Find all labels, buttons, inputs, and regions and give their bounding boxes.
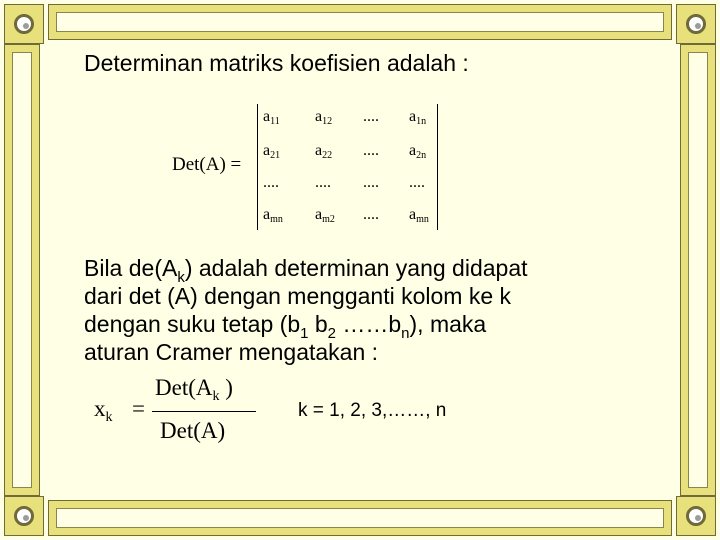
formula-numerator: $Det(A_k$ ) [155, 375, 233, 404]
matrix-cell: $a_{11}$ [263, 108, 280, 127]
matrix-cell: .... [363, 142, 379, 159]
fraction-bar [152, 411, 256, 412]
border-right [680, 44, 716, 496]
corner-ring-icon [676, 4, 716, 44]
border-top [48, 4, 672, 40]
matrix-cell: $a_{2n}$ [409, 142, 427, 161]
matrix-bar-left [257, 104, 258, 230]
border-bottom [48, 500, 672, 536]
matrix-cell: $a_{22}$ [315, 142, 333, 161]
matrix-cell: .... [263, 174, 279, 191]
explanation-paragraph: Bila $de(A_k)$ adalah determinan yang didapat dari det (A) dengan mengganti kolom ke k dengan suku tetap ($b_1$ $b_2$ $\dots\dots b_n$), maka aturan Cramer mengatakan : [84, 255, 528, 365]
matrix-cell: $a_{12}$ [315, 108, 333, 127]
slide-heading: Determinan matriks koefisien adalah : [84, 50, 469, 76]
matrix-cell: $a_{m2}$ [315, 206, 335, 225]
matrix-cell: $a_{1n}$ [409, 108, 427, 127]
matrix-cell: $a_{mn}$ [409, 206, 429, 225]
coefficient-matrix [257, 104, 438, 230]
matrix-cell: $a_{mn}$ [263, 206, 283, 225]
corner-ring-icon [4, 496, 44, 536]
formula-xk: $x_k$ [94, 396, 113, 425]
corner-ring-icon [4, 4, 44, 44]
matrix-cell: .... [409, 174, 425, 191]
det-label: Det(A) = [172, 154, 242, 175]
formula-denominator: Det(A) [160, 418, 226, 443]
matrix-cell: .... [363, 174, 379, 191]
matrix-bar-right [437, 104, 438, 230]
matrix-cell: .... [363, 206, 379, 223]
formula-equals: = [132, 396, 145, 421]
k-range: k = 1, 2, 3,……, n [298, 400, 447, 421]
matrix-cell: .... [363, 108, 379, 125]
matrix-cell: .... [315, 174, 331, 191]
matrix-cell: $a_{21}$ [263, 142, 281, 161]
border-left [4, 44, 40, 496]
corner-ring-icon [676, 496, 716, 536]
